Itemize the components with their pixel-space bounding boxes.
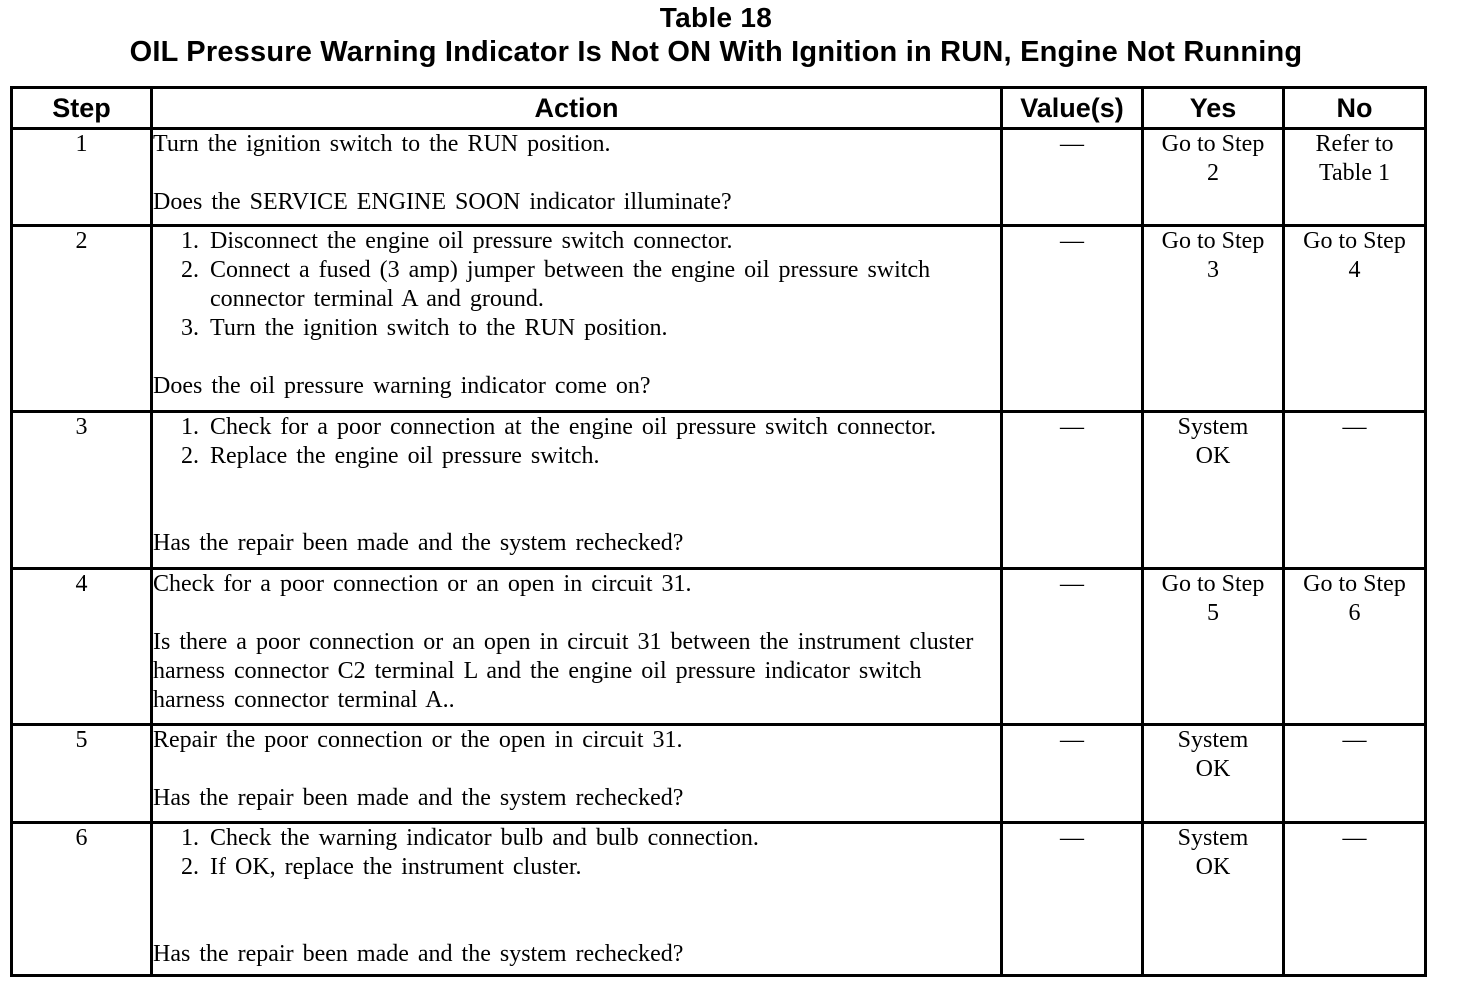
action-step-item: 2. If OK, replace the instrument cluster. xyxy=(208,853,1000,882)
table-row xyxy=(12,569,1426,725)
table-row xyxy=(12,226,1426,412)
action-cell xyxy=(152,226,1002,412)
diagnostic-table xyxy=(10,86,1427,977)
yes-cell xyxy=(1143,226,1284,412)
no-line: — xyxy=(1342,727,1367,753)
action-step-item: 1. Check the warning indicator bulb and bulb connection. xyxy=(208,824,1000,853)
action-question: Does the oil pressure warning indicator come on? xyxy=(153,373,651,399)
table-row xyxy=(12,823,1426,976)
action-step-item: 3. Turn the ignition switch to the RUN position. xyxy=(208,314,1000,343)
step-number: 3 xyxy=(12,412,152,569)
step-number: 6 xyxy=(12,823,152,976)
table-title: OIL Pressure Warning Indicator Is Not ON With Ignition in RUN, Engine Not Running xyxy=(129,36,1303,68)
no-line: Table 1 xyxy=(1319,160,1390,186)
action-step-item: 2. Replace the engine oil pressure switch. xyxy=(208,442,1000,471)
action-steps-list xyxy=(153,413,1000,471)
action-step-item: 1. Disconnect the engine oil pressure switch connector. xyxy=(208,227,1000,256)
action-question: Does the SERVICE ENGINE SOON indicator illuminate? xyxy=(153,189,732,215)
action-step-item: 2. Connect a fused (3 amp) jumper between the engine oil pressure switch connector terminal A and ground. xyxy=(208,256,1000,314)
no-line: — xyxy=(1342,825,1367,851)
no-line: Go to Step xyxy=(1303,571,1406,597)
header-action: Action xyxy=(152,88,1002,129)
action-question: Has the repair been made and the system rechecked? xyxy=(153,530,684,556)
yes-line: Go to Step xyxy=(1161,228,1265,254)
yes-line: System xyxy=(1177,727,1249,753)
yes-cell xyxy=(1143,129,1284,226)
value-cell: — xyxy=(1002,412,1143,569)
yes-line: System xyxy=(1177,414,1249,440)
no-cell xyxy=(1284,129,1426,226)
value-cell: — xyxy=(1002,823,1143,976)
yes-line: 5 xyxy=(1207,600,1219,626)
action-cell xyxy=(152,129,1002,226)
action-question: Has the repair been made and the system rechecked? xyxy=(153,941,684,967)
no-cell xyxy=(1284,823,1426,976)
yes-line: 2 xyxy=(1207,160,1219,186)
header-step: Step xyxy=(12,88,152,129)
yes-line: 3 xyxy=(1207,257,1219,283)
yes-cell xyxy=(1143,725,1284,823)
yes-cell xyxy=(1143,823,1284,976)
header-yes: Yes xyxy=(1143,88,1284,129)
action-instruction: Check for a poor connection or an open in circuit 31. xyxy=(153,571,692,597)
no-line: Refer to xyxy=(1315,131,1394,157)
yes-line: OK xyxy=(1195,854,1231,880)
step-number: 2 xyxy=(12,226,152,412)
table-row xyxy=(12,129,1426,226)
yes-line: Go to Step xyxy=(1161,571,1265,597)
no-cell xyxy=(1284,226,1426,412)
header-values: Value(s) xyxy=(1002,88,1143,129)
step-number: 5 xyxy=(12,725,152,823)
action-question: Has the repair been made and the system rechecked? xyxy=(153,785,684,811)
action-cell xyxy=(152,725,1002,823)
table-number: Table 18 xyxy=(659,2,773,33)
action-cell xyxy=(152,823,1002,976)
step-number: 1 xyxy=(12,129,152,226)
no-line: Go to Step xyxy=(1303,228,1406,254)
yes-line: OK xyxy=(1195,443,1231,469)
no-line: — xyxy=(1342,414,1367,440)
value-cell: — xyxy=(1002,129,1143,226)
action-instruction: Repair the poor connection or the open in circuit 31. xyxy=(153,727,683,753)
no-line: 4 xyxy=(1348,257,1361,283)
header-row xyxy=(12,88,1426,129)
header-no: No xyxy=(1284,88,1426,129)
yes-line: OK xyxy=(1195,756,1231,782)
table-row xyxy=(12,725,1426,823)
table-title-block xyxy=(0,2,1432,70)
action-step-item: 1. Check for a poor connection at the engine oil pressure switch connector. xyxy=(208,413,1000,442)
yes-cell xyxy=(1143,569,1284,725)
table-row xyxy=(12,412,1426,569)
yes-line: Go to Step xyxy=(1161,131,1265,157)
yes-cell xyxy=(1143,412,1284,569)
action-steps-list xyxy=(153,824,1000,882)
yes-line: System xyxy=(1177,825,1249,851)
value-cell: — xyxy=(1002,725,1143,823)
step-number: 4 xyxy=(12,569,152,725)
value-cell: — xyxy=(1002,226,1143,412)
action-steps-list xyxy=(153,227,1000,343)
action-instruction: Turn the ignition switch to the RUN position. xyxy=(153,131,611,157)
no-line: 6 xyxy=(1348,600,1361,626)
action-question: Is there a poor connection or an open in circuit 31 between the instrument cluster harness connector C2 terminal L and the engine oil pressure indicator switch harness connector terminal A.. xyxy=(153,629,974,713)
no-cell xyxy=(1284,412,1426,569)
value-cell: — xyxy=(1002,569,1143,725)
no-cell xyxy=(1284,569,1426,725)
action-cell xyxy=(152,569,1002,725)
action-cell xyxy=(152,412,1002,569)
no-cell xyxy=(1284,725,1426,823)
